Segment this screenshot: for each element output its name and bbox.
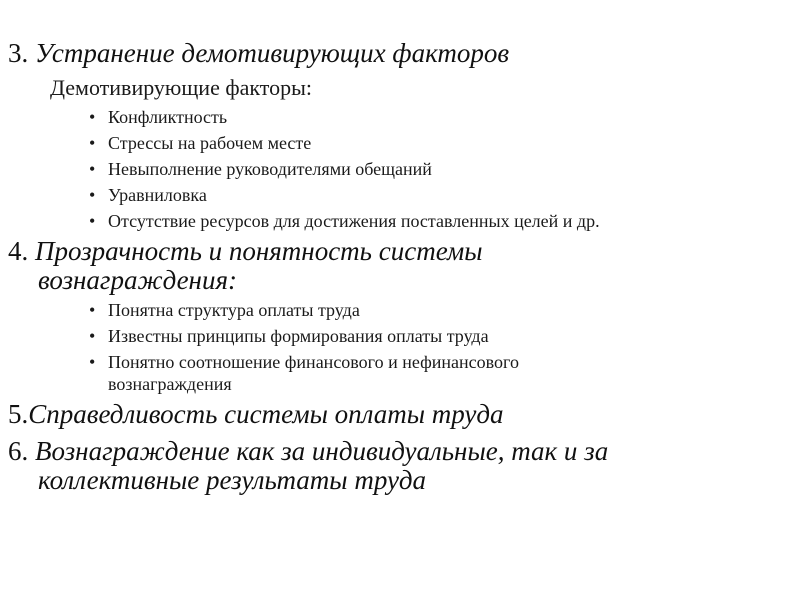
section-title-continued: коллективные результаты труда	[38, 465, 427, 495]
section-title: Справедливость системы оплаты труда	[28, 399, 504, 429]
section-3-list	[0, 106, 600, 232]
section-title: Вознаграждение как за индивидуальные, так и за	[35, 436, 609, 466]
list-item-text-continued: вознаграждения	[108, 374, 232, 394]
list-item	[0, 351, 519, 395]
list-item	[0, 106, 600, 128]
section-4-heading	[8, 237, 483, 295]
section-6-heading	[8, 437, 608, 495]
bullet-icon: •	[89, 107, 96, 127]
section-number: 4.	[8, 236, 29, 266]
list-item-text: Понятно соотношение финансового и нефинансового	[108, 352, 519, 372]
section-number: 3.	[8, 38, 29, 68]
list-item	[0, 184, 600, 206]
list-item-text: Известны принципы формирования оплаты труда	[108, 326, 489, 346]
bullet-icon: •	[89, 159, 96, 179]
list-item	[0, 325, 519, 347]
section-number: 6.	[8, 436, 29, 466]
list-item-text: Невыполнение руководителями обещаний	[108, 159, 432, 179]
list-item	[0, 158, 600, 180]
list-item-text: Отсутствие ресурсов для достижения поставленных целей и др.	[108, 211, 600, 231]
list-item	[0, 210, 600, 232]
list-item-text: Стрессы на рабочем месте	[108, 133, 312, 153]
bullet-icon: •	[89, 185, 96, 205]
section-title: Прозрачность и понятность системы	[35, 236, 483, 266]
list-item-text: Уравниловка	[108, 185, 207, 205]
section-title-continued: вознаграждения:	[38, 265, 237, 295]
section-5-heading	[8, 400, 504, 429]
bullet-icon: •	[89, 352, 96, 372]
list-item-text: Понятна структура оплаты труда	[108, 300, 360, 320]
section-3-subheading: Демотивирующие факторы:	[50, 75, 312, 100]
section-4-list	[0, 299, 519, 395]
list-item	[0, 299, 519, 321]
list-item	[0, 132, 600, 154]
section-number: 5.	[8, 399, 29, 429]
section-title: Устранение демотивирующих факторов	[35, 38, 510, 68]
bullet-icon: •	[89, 300, 96, 320]
list-item-text: Конфликтность	[108, 107, 228, 127]
bullet-icon: •	[89, 133, 96, 153]
section-3-heading	[8, 39, 509, 68]
bullet-icon: •	[89, 326, 96, 346]
bullet-icon: •	[89, 211, 96, 231]
